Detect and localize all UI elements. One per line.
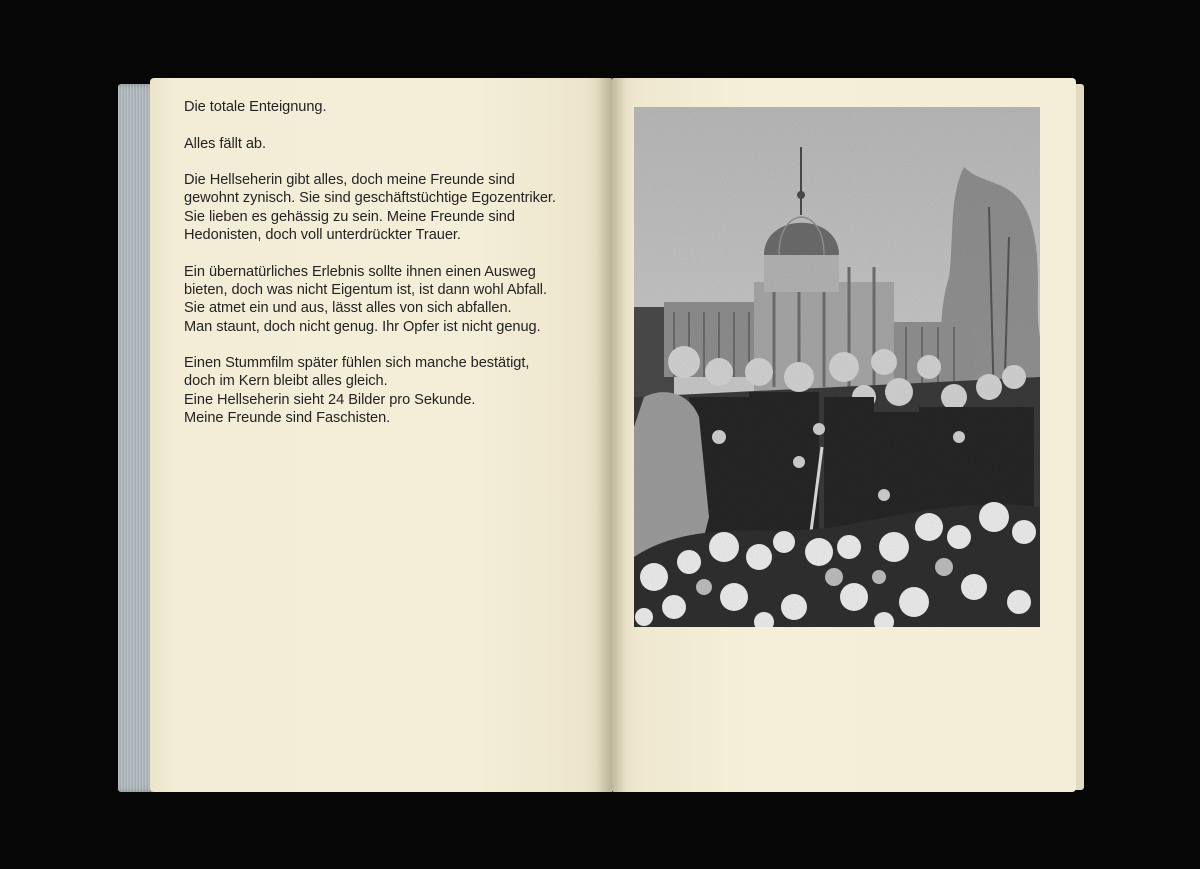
paragraph-3: Die Hellseherin gibt alles, doch meine Freunde sind gewohnt zynisch. Sie sind geschäftstüchtige Egozentriker. Sie lieben es gehässig zu sein. Meine Freunde sind Hedonisten, doch voll unterdrückter Trauer. <box>184 172 556 244</box>
left-page-text <box>184 98 584 446</box>
paragraph-2: Alles fällt ab. <box>184 135 266 152</box>
paragraph-1: Die totale Enteignung. <box>184 99 327 115</box>
photo-image <box>634 107 1040 627</box>
paragraph-5: Einen Stummfilm später fühlen sich manche bestätigt, doch im Kern bleibt alles gleich. Eine Hellseherin sieht 24 Bilder pro Sekunde. Meine Freunde sind Faschisten. <box>184 355 530 427</box>
paragraph-4: Ein übernatürliches Erlebnis sollte ihnen einen Ausweg bieten, doch was nicht Eigentum ist, ist dann wohl Abfall. Sie atmet ein und aus, lässt alles von sich abfallen. Man staunt, doch nicht genug. Ihr Opfer ist nicht genug. <box>184 263 547 335</box>
